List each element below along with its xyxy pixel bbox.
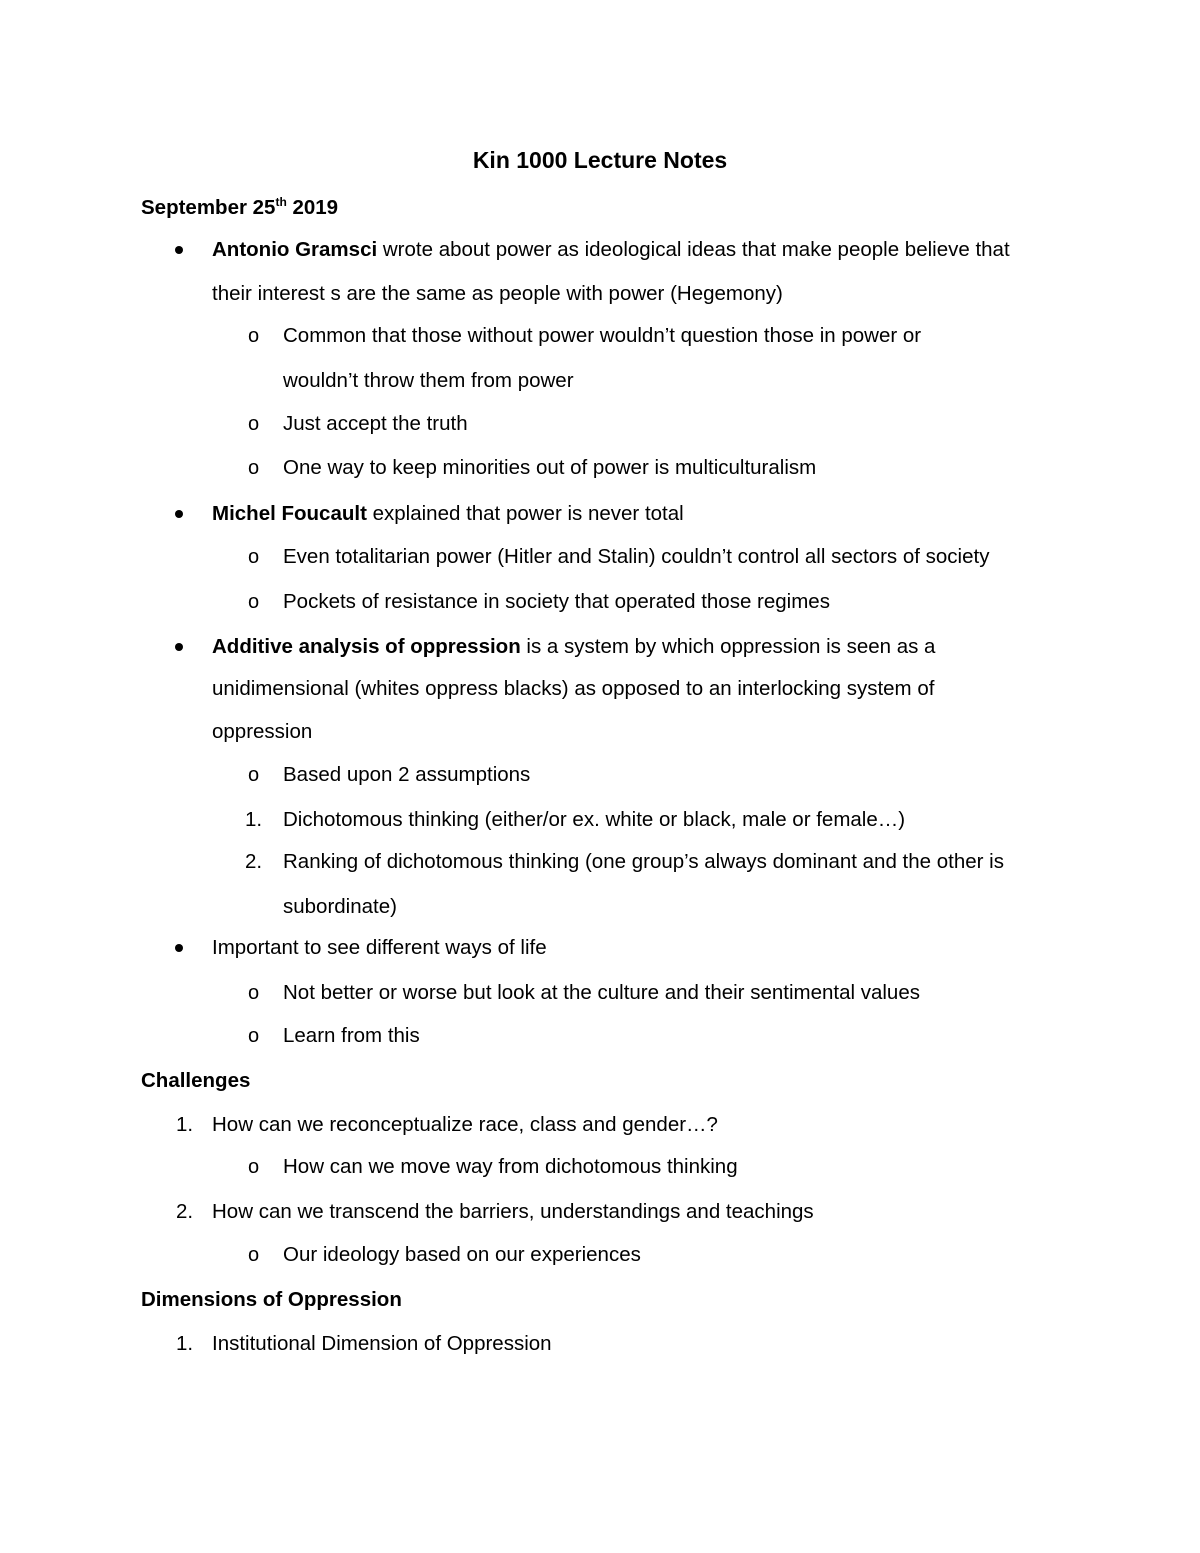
date-sup: th <box>275 195 287 209</box>
circle-bullet-icon: o <box>248 982 260 1004</box>
bullet-foucault-line1 <box>212 501 684 527</box>
circle-bullet-icon: o <box>248 413 260 435</box>
bullet-additive-line1 <box>212 634 935 660</box>
bullet-gramsci-text: wrote about power as ideological ideas that make people believe that <box>377 238 1010 261</box>
bullet-important-line1: Important to see different ways of life <box>212 936 547 959</box>
sub-item: Based upon 2 assumptions <box>283 763 531 786</box>
list-number: 1. <box>245 808 263 831</box>
bullet-additive-text: is a system by which oppression is seen as a <box>520 635 936 658</box>
challenge-sub-item: Our ideology based on our experiences <box>283 1243 641 1266</box>
date-main: September 25 <box>141 196 276 219</box>
circle-bullet-icon: o <box>248 546 260 568</box>
list-number: 2. <box>245 850 263 873</box>
bullet-foucault-text: explained that power is never total <box>366 502 684 525</box>
bullet-additive-line3: oppression <box>212 720 313 743</box>
bullet-gramsci-line2: their interest s are the same as people with power (Hegemony) <box>212 282 783 305</box>
bullet-icon <box>175 246 183 254</box>
bullet-gramsci-bold: Antonio Gramsci <box>212 238 378 261</box>
list-number: 2. <box>176 1200 194 1223</box>
challenge-item: How can we reconceptualize race, class and gender…? <box>212 1113 718 1136</box>
list-number: 1. <box>176 1113 194 1136</box>
challenge-sub-item: How can we move way from dichotomous thinking <box>283 1155 738 1178</box>
list-number: 1. <box>176 1332 194 1355</box>
sub-item: Pockets of resistance in society that operated those regimes <box>283 590 830 613</box>
sub-item-continued: wouldn’t throw them from power <box>283 369 574 392</box>
bullet-gramsci-line1 <box>212 237 1010 263</box>
bullet-icon <box>175 944 183 952</box>
sub-item: Even totalitarian power (Hitler and Stalin) couldn’t control all sectors of society <box>283 545 990 568</box>
circle-bullet-icon: o <box>248 457 260 479</box>
date-heading <box>141 195 338 221</box>
circle-bullet-icon: o <box>248 1025 260 1047</box>
sub-item: Learn from this <box>283 1024 420 1047</box>
numbered-sub-item: Dichotomous thinking (either/or ex. white or black, male or female…) <box>283 808 906 831</box>
bullet-icon <box>175 510 183 518</box>
challenges-heading: Challenges <box>141 1069 251 1092</box>
date-year: 2019 <box>286 196 339 219</box>
sub-item: Just accept the truth <box>283 412 468 435</box>
dimensions-heading: Dimensions of Oppression <box>141 1288 402 1311</box>
bullet-icon <box>175 643 183 651</box>
circle-bullet-icon: o <box>248 1244 260 1266</box>
circle-bullet-icon: o <box>248 325 260 347</box>
dimension-item: Institutional Dimension of Oppression <box>212 1332 552 1355</box>
bullet-additive-line2: unidimensional (whites oppress blacks) as opposed to an interlocking system of <box>212 677 935 700</box>
circle-bullet-icon: o <box>248 591 260 613</box>
circle-bullet-icon: o <box>248 1156 260 1178</box>
sub-item: Not better or worse but look at the culture and their sentimental values <box>283 981 920 1004</box>
page-title: Kin 1000 Lecture Notes <box>472 147 728 173</box>
numbered-sub-item-continued: subordinate) <box>283 895 397 918</box>
sub-item: One way to keep minorities out of power is multiculturalism <box>283 456 817 479</box>
challenge-item: How can we transcend the barriers, understandings and teachings <box>212 1200 814 1223</box>
sub-item: Common that those without power wouldn’t question those in power or <box>283 324 922 347</box>
bullet-additive-bold: Additive analysis of oppression <box>212 635 521 658</box>
bullet-foucault-bold: Michel Foucault <box>212 502 367 525</box>
numbered-sub-item: Ranking of dichotomous thinking (one group’s always dominant and the other is <box>283 850 1004 873</box>
circle-bullet-icon: o <box>248 764 260 786</box>
